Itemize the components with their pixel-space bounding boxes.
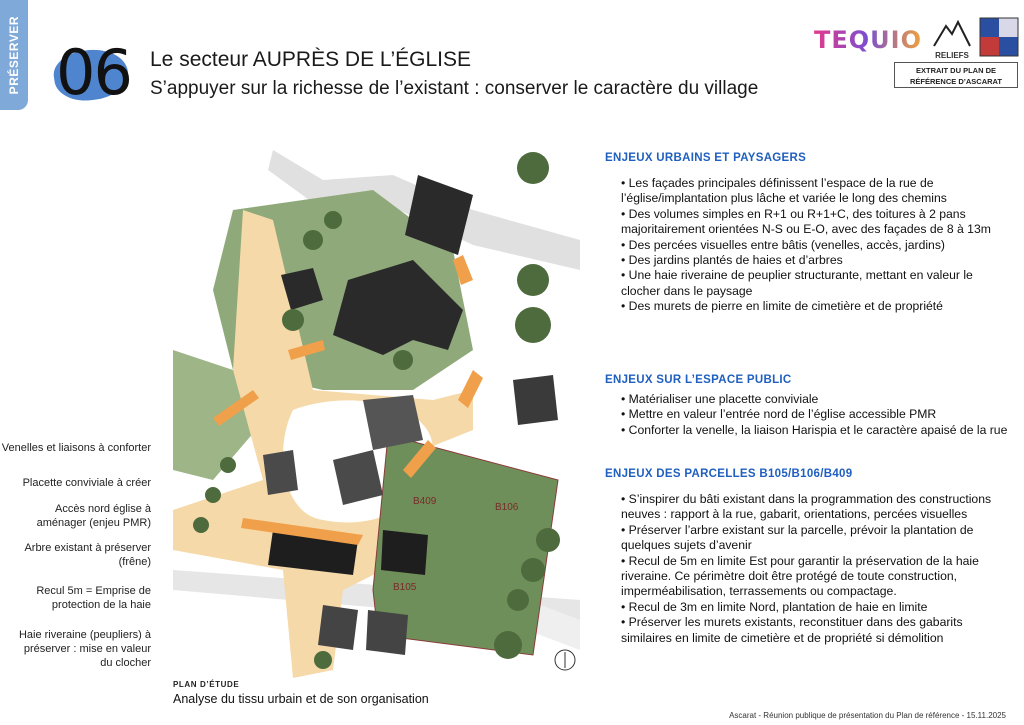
plot-label: B105 (393, 582, 417, 593)
bullet: • Matérialiser une placette conviviale (621, 392, 819, 406)
map-label: Placette conviviale à créer (22, 477, 151, 489)
map-label: Venelles et liaisons à conforter (1, 442, 151, 454)
section-number (52, 38, 142, 108)
map-label: Haie riveraine (peupliers) à préserver : mise en valeur du clocher (18, 629, 151, 669)
plot-label: B106 (495, 502, 519, 513)
map-label: Accès nord église à aménager (enjeu PMR) (36, 503, 151, 529)
plot-label: B409 (413, 496, 437, 507)
section-heading: ENJEUX URBAINS ET PAYSAGERS (605, 152, 807, 164)
extract-label: EXTRAIT DU PLAN DE RÉFÉRENCE D’ASCARAT (894, 62, 1018, 88)
section-parcelles (605, 468, 1010, 646)
tequio-logo: TEQUIO (814, 26, 922, 54)
section-heading: ENJEUX DES PARCELLES B105/B106/B409 (605, 468, 853, 480)
mountain-icon (930, 16, 974, 50)
coat-of-arms-icon (978, 16, 1020, 58)
bullet: • Des murets de pierre en limite de cimetière et de propriété (621, 299, 943, 314)
bullet: • Des jardins plantés de haies et d’arbres (621, 253, 843, 268)
bullet: • S’inspirer du bâti existant dans la programmation des constructions neuves : rapport à la rue, gabarit, orientations, percées visuelles (621, 492, 992, 522)
bullet: • Recul de 3m en limite Nord, plantation de haie en limite (621, 599, 928, 614)
map-caption: Analyse du tissu urbain et de son organisation (173, 692, 429, 706)
bullet: • Des percées visuelles entre bâtis (venelles, accès, jardins) (621, 237, 945, 252)
bullet: • Préserver l’arbre existant sur la parcelle, prévoir la plantation de quelques sujets d’avenir (621, 522, 974, 553)
map-label: Recul 5m = Emprise de protection de la haie (36, 585, 151, 611)
bullet: • Mettre en valeur l’entrée nord de l’église accessible PMR (621, 407, 937, 422)
footer: Ascarat - Réunion publique de présentation du Plan de référence - 15.11.2025 (729, 711, 1006, 720)
coat-of-arms-logo (978, 16, 1020, 58)
reliefs-logo (930, 16, 974, 60)
map-label: Arbre existant à préserver (frêne) (24, 542, 151, 568)
bullet: • Une haie riveraine de peuplier structurante, mettant en valeur le clocher dans le paysage (621, 268, 973, 298)
caption-label: PLAN D’ÉTUDE (173, 680, 240, 689)
bullet: • Des volumes simples en R+1 ou R+1+C, des toitures à 2 pans majoritairement orientées N-S ou E-O, avec des façades de 8 à 13m (621, 206, 991, 237)
site-plan-map (173, 150, 580, 678)
section-espace-public (605, 374, 1010, 438)
section-urbains (605, 152, 1010, 315)
section-heading: ENJEUX SUR L’ESPACE PUBLIC (605, 374, 792, 386)
side-tab (0, 0, 28, 110)
side-tab-label: PRÉSERVER (7, 15, 21, 95)
bullet: • Les façades principales définissent l’espace de la rue de l’église/implantation plus lâche et variée le long des chemins (621, 176, 947, 206)
bullet: • Conforter la venelle, la liaison Harispia et le caractère apaisé de la rue (621, 422, 1008, 437)
bullet: • Recul de 5m en limite Est pour garantir la préservation de la haie riveraine. Ce périmètre doit être protégé de toute construction, imperméabilisation, terrassements ou compactage. (621, 553, 979, 599)
page-subtitle: S’appuyer sur la richesse de l’existant : conserver le caractère du village (150, 78, 759, 99)
section-number-text: 06 (56, 36, 131, 109)
page-title: Le secteur AUPRÈS DE L’ÉGLISE (150, 48, 471, 71)
reliefs-logo-text: RELIEFS (935, 51, 969, 60)
bullet: • Préserver les murets existants, reconstituer dans des gabarits similaires en limite de cimetière et de propriété si démolition (621, 615, 963, 645)
